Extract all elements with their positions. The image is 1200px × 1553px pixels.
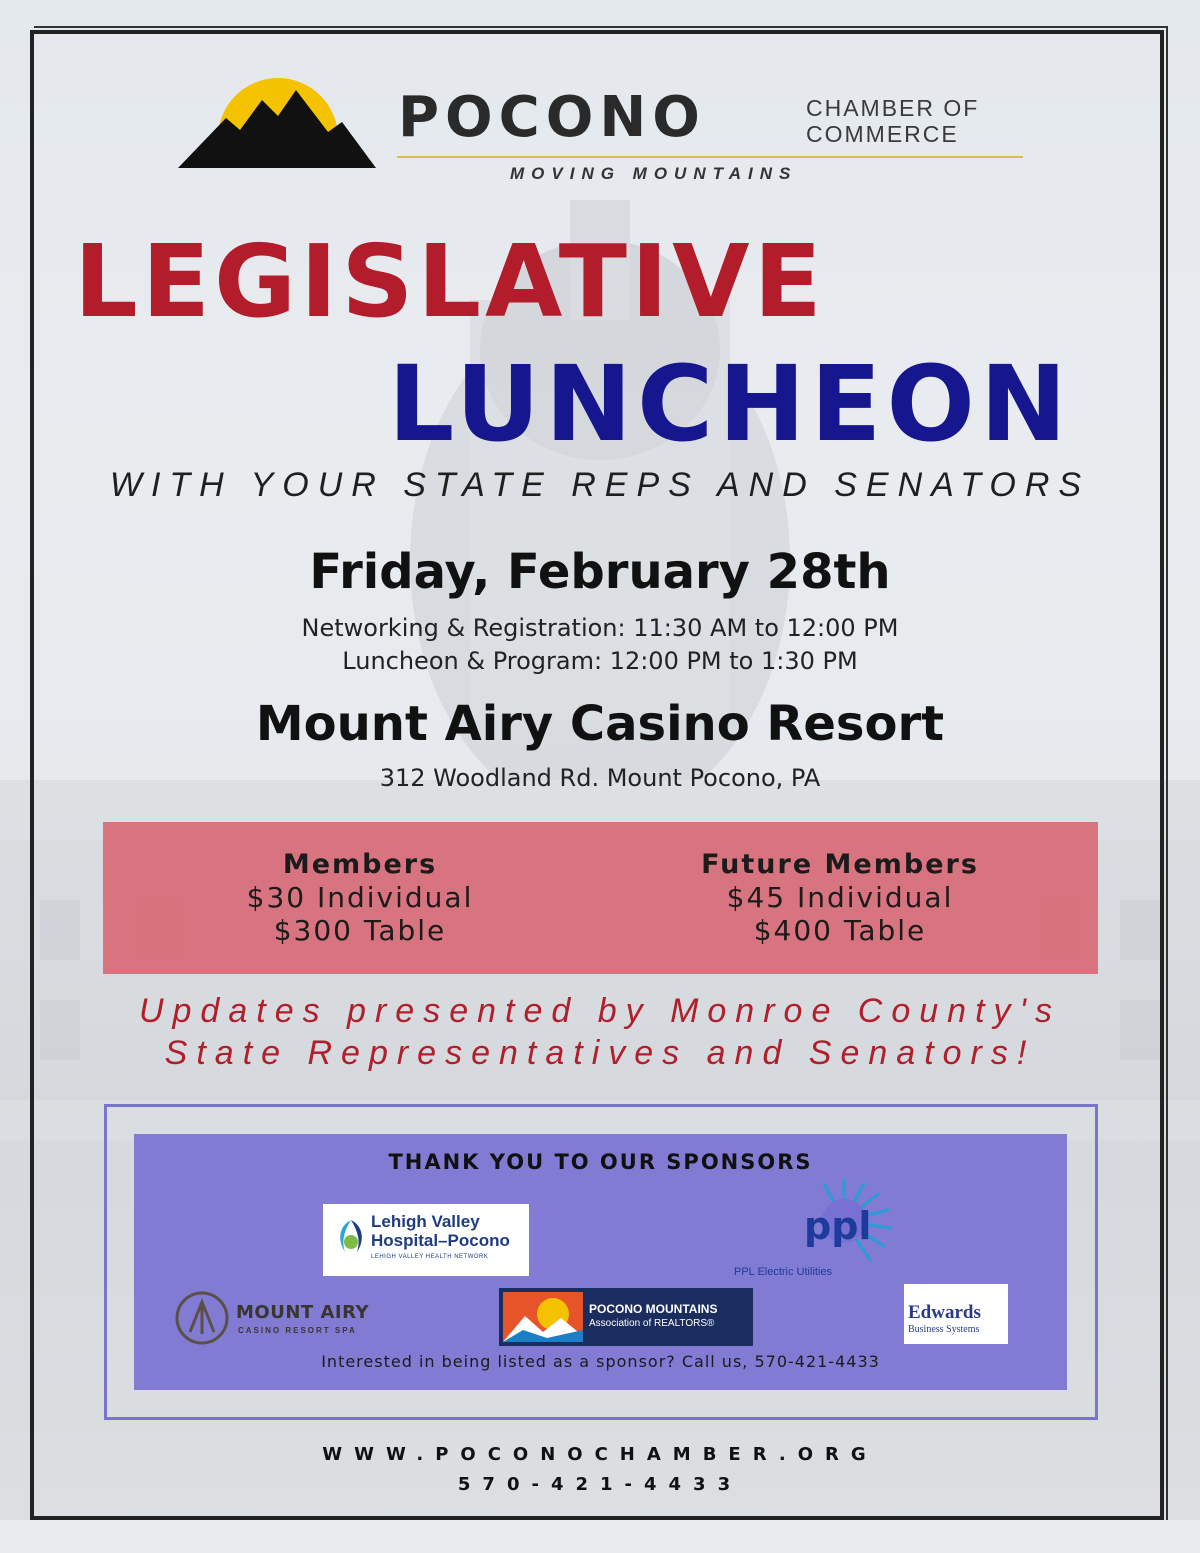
- pricing-members: [160, 848, 560, 947]
- mountain-sun-logo-icon: [178, 70, 378, 170]
- sponsor-box: [134, 1134, 1067, 1390]
- mount-airy-name: MOUNT AIRY: [236, 1302, 369, 1323]
- pricing-members-table: $300 Table: [273, 914, 447, 947]
- pricing-future-table: $400 Table: [753, 914, 927, 947]
- logo-tagline: MOVING MOUNTAINS: [510, 164, 798, 183]
- realtors-mountain-sun-icon: [503, 1292, 583, 1342]
- title-legislative: LEGISLATIVE: [74, 223, 826, 340]
- title-luncheon: LUNCHEON: [388, 343, 1072, 465]
- logo-subtitle: [806, 95, 979, 147]
- event-date: Friday, February 28th: [309, 544, 891, 600]
- event-address: 312 Woodland Rd. Mount Pocono, PA: [379, 764, 821, 792]
- updates-message: [0, 990, 1200, 1074]
- sponsor-logo-realtors: [499, 1288, 753, 1346]
- sponsor-logo-edwards: [904, 1284, 1008, 1344]
- updates-line1: Updates presented by Monroe County's: [138, 992, 1062, 1030]
- lvhn-name: [371, 1212, 510, 1250]
- pricing-box: [103, 822, 1098, 974]
- event-venue: Mount Airy Casino Resort: [255, 696, 945, 752]
- sponsor-heading: THANK YOU TO OUR SPONSORS: [388, 1150, 813, 1174]
- sponsor-logo-lvhn: [323, 1204, 529, 1276]
- lvhn-line2: Hospital–Pocono: [371, 1231, 510, 1250]
- pricing-future-members: [640, 848, 1040, 947]
- logo-divider: [397, 156, 1023, 158]
- logo-wordmark: POCONO: [398, 85, 706, 150]
- mount-airy-subtitle: CASINO RESORT SPA: [238, 1326, 357, 1335]
- ppl-caption: PPL Electric Utilities: [734, 1266, 833, 1278]
- footer-website[interactable]: WWW.POCONOCHAMBER.ORG: [322, 1444, 878, 1465]
- title-subtitle: WITH YOUR STATE REPS AND SENATORS: [109, 466, 1091, 504]
- logo-subtitle-line1: CHAMBER OF: [806, 95, 980, 121]
- pricing-members-heading: Members: [282, 849, 438, 880]
- updates-line2: State Representatives and Senators!: [164, 1034, 1036, 1072]
- pricing-future-heading: Future Members: [701, 849, 979, 880]
- event-time-luncheon: Luncheon & Program: 12:00 PM to 1:30 PM: [342, 647, 858, 675]
- sponsor-logo-ppl: [734, 1174, 894, 1284]
- lvhn-network: LEHIGH VALLEY HEALTH NETWORK: [371, 1254, 489, 1260]
- realtors-line1: POCONO MOUNTAINS: [589, 1302, 718, 1316]
- footer-phone: 570-421-4433: [457, 1474, 743, 1495]
- sponsor-logo-mount-airy: [174, 1290, 384, 1350]
- mount-airy-emblem-icon: [174, 1290, 230, 1346]
- event-time-networking: Networking & Registration: 11:30 AM to 12:00 PM: [301, 614, 899, 642]
- edwards-name: Edwards: [908, 1302, 981, 1323]
- edwards-subtitle: Business Systems: [908, 1324, 980, 1335]
- sponsor-call-to-action: Interested in being listed as a sponsor? Call us, 570-421-4433: [321, 1352, 880, 1371]
- lvhn-emblem-icon: [335, 1218, 367, 1258]
- logo-subtitle-line2: COMMERCE: [806, 121, 959, 147]
- lvhn-line1: Lehigh Valley: [371, 1212, 480, 1231]
- pricing-future-individual: $45 Individual: [726, 881, 954, 914]
- realtors-line2: Association of REALTORS®: [589, 1318, 715, 1329]
- event-times: [0, 612, 1200, 678]
- ppl-wordmark: ppl: [804, 1204, 872, 1248]
- pricing-members-individual: $30 Individual: [246, 881, 474, 914]
